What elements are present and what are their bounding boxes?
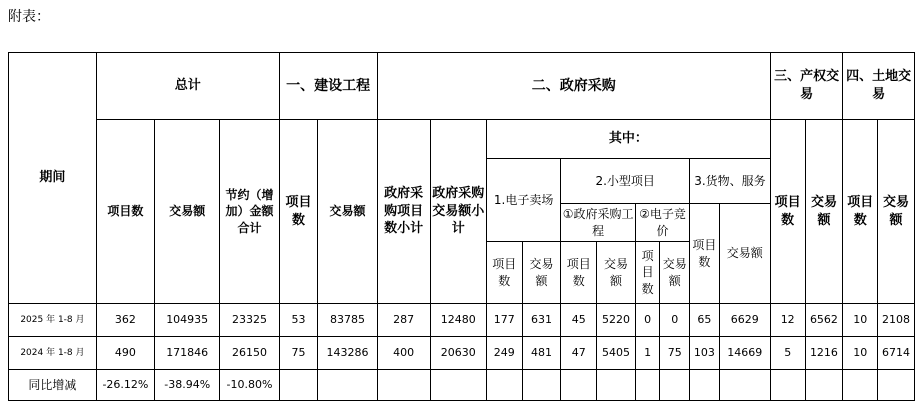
table-cell: 287 (377, 304, 430, 337)
table-cell: 362 (96, 304, 154, 337)
table-cell: 53 (279, 304, 318, 337)
table-cell (770, 370, 805, 401)
table-cell: 26150 (220, 337, 279, 370)
table-cell (522, 370, 561, 401)
table-cell: 83785 (318, 304, 377, 337)
table-cell: 75 (660, 337, 690, 370)
header-small-gov: ①政府采购工程 (561, 204, 636, 242)
period-cell: 2025 年 1-8 月 (9, 304, 97, 337)
table-cell (279, 370, 318, 401)
header-total-items: 项目数 (96, 120, 154, 304)
table-cell: 0 (660, 304, 690, 337)
table-cell (660, 370, 690, 401)
header-property-amount: 交易额 (805, 120, 843, 304)
table-cell (805, 370, 843, 401)
header-construction-items: 项目数 (279, 120, 318, 304)
header-small-e-bid-amount: 交易额 (660, 242, 690, 304)
table-cell (878, 370, 915, 401)
table-cell: 1 (635, 337, 660, 370)
table-cell: 1216 (805, 337, 843, 370)
table-cell: 171846 (155, 337, 220, 370)
table-cell: 0 (635, 304, 660, 337)
header-property-items: 项目数 (770, 120, 805, 304)
header-goods-items: 项目数 (690, 204, 720, 304)
table-cell: 104935 (155, 304, 220, 337)
table-row (9, 304, 915, 337)
table-cell: 10 (843, 337, 878, 370)
header-procurement: 二、政府采购 (377, 53, 770, 120)
header-small-projects: 2.小型项目 (561, 159, 690, 204)
header-period: 期间 (9, 53, 97, 304)
header-e-mall: 1.电子卖场 (486, 159, 561, 242)
table-cell: 103 (690, 337, 720, 370)
table-cell (486, 370, 522, 401)
statistics-table (8, 52, 915, 401)
table-cell: 481 (522, 337, 561, 370)
table-cell (377, 370, 430, 401)
header-proc-items-subtotal: 政府采购项目数小计 (377, 120, 430, 304)
table-cell: 249 (486, 337, 522, 370)
comparison-row (9, 370, 915, 401)
table-cell: 5 (770, 337, 805, 370)
table-cell (561, 370, 597, 401)
header-among: 其中： (486, 120, 770, 159)
table-cell: 490 (96, 337, 154, 370)
table-row (9, 337, 915, 370)
table-cell: 75 (279, 337, 318, 370)
table-cell: 20630 (430, 337, 486, 370)
table-cell (597, 370, 636, 401)
header-total-amount: 交易额 (155, 120, 220, 304)
table-cell: 631 (522, 304, 561, 337)
table-cell: 2108 (878, 304, 915, 337)
table-cell: -10.80% (220, 370, 279, 401)
table-cell: 10 (843, 304, 878, 337)
header-construction-amount: 交易额 (318, 120, 377, 304)
header-e-mall-amount: 交易额 (522, 242, 561, 304)
table-cell: 177 (486, 304, 522, 337)
header-total-saving: 节约（增加）金额合计 (220, 120, 279, 304)
table-cell: 12480 (430, 304, 486, 337)
header-total: 总计 (96, 53, 279, 120)
table-cell: 143286 (318, 337, 377, 370)
header-small-e-bid: ②电子竞价 (635, 204, 689, 242)
comparison-label: 同比增减 (9, 370, 97, 401)
header-land-items: 项目数 (843, 120, 878, 304)
header-construction: 一、建设工程 (279, 53, 377, 120)
table-cell: 6629 (719, 304, 770, 337)
header-e-mall-items: 项目数 (486, 242, 522, 304)
table-cell: 5220 (597, 304, 636, 337)
header-small-e-bid-items: 项目数 (635, 242, 660, 304)
table-cell: 6714 (878, 337, 915, 370)
table-cell (430, 370, 486, 401)
period-cell: 2024 年 1-8 月 (9, 337, 97, 370)
table-cell (635, 370, 660, 401)
header-land: 四、土地交易 (843, 53, 915, 120)
table-cell: -38.94% (155, 370, 220, 401)
header-small-gov-amount: 交易额 (597, 242, 636, 304)
table-cell: 6562 (805, 304, 843, 337)
table-cell: 400 (377, 337, 430, 370)
table-cell (318, 370, 377, 401)
table-cell: 45 (561, 304, 597, 337)
header-small-gov-items: 项目数 (561, 242, 597, 304)
header-goods-services: 3.货物、服务 (690, 159, 771, 204)
table-cell: 47 (561, 337, 597, 370)
caption: 附表： (8, 9, 50, 25)
header-proc-amount-subtotal: 政府采购交易额小计 (430, 120, 486, 304)
header-property: 三、产权交易 (770, 53, 843, 120)
table-cell: 12 (770, 304, 805, 337)
table-cell: 5405 (597, 337, 636, 370)
header-goods-amount: 交易额 (719, 204, 770, 304)
table-cell (690, 370, 720, 401)
header-land-amount: 交易额 (878, 120, 915, 304)
table-cell (719, 370, 770, 401)
table-cell: 65 (690, 304, 720, 337)
table-cell: -26.12% (96, 370, 154, 401)
table-cell (843, 370, 878, 401)
table-cell: 23325 (220, 304, 279, 337)
table-cell: 14669 (719, 337, 770, 370)
